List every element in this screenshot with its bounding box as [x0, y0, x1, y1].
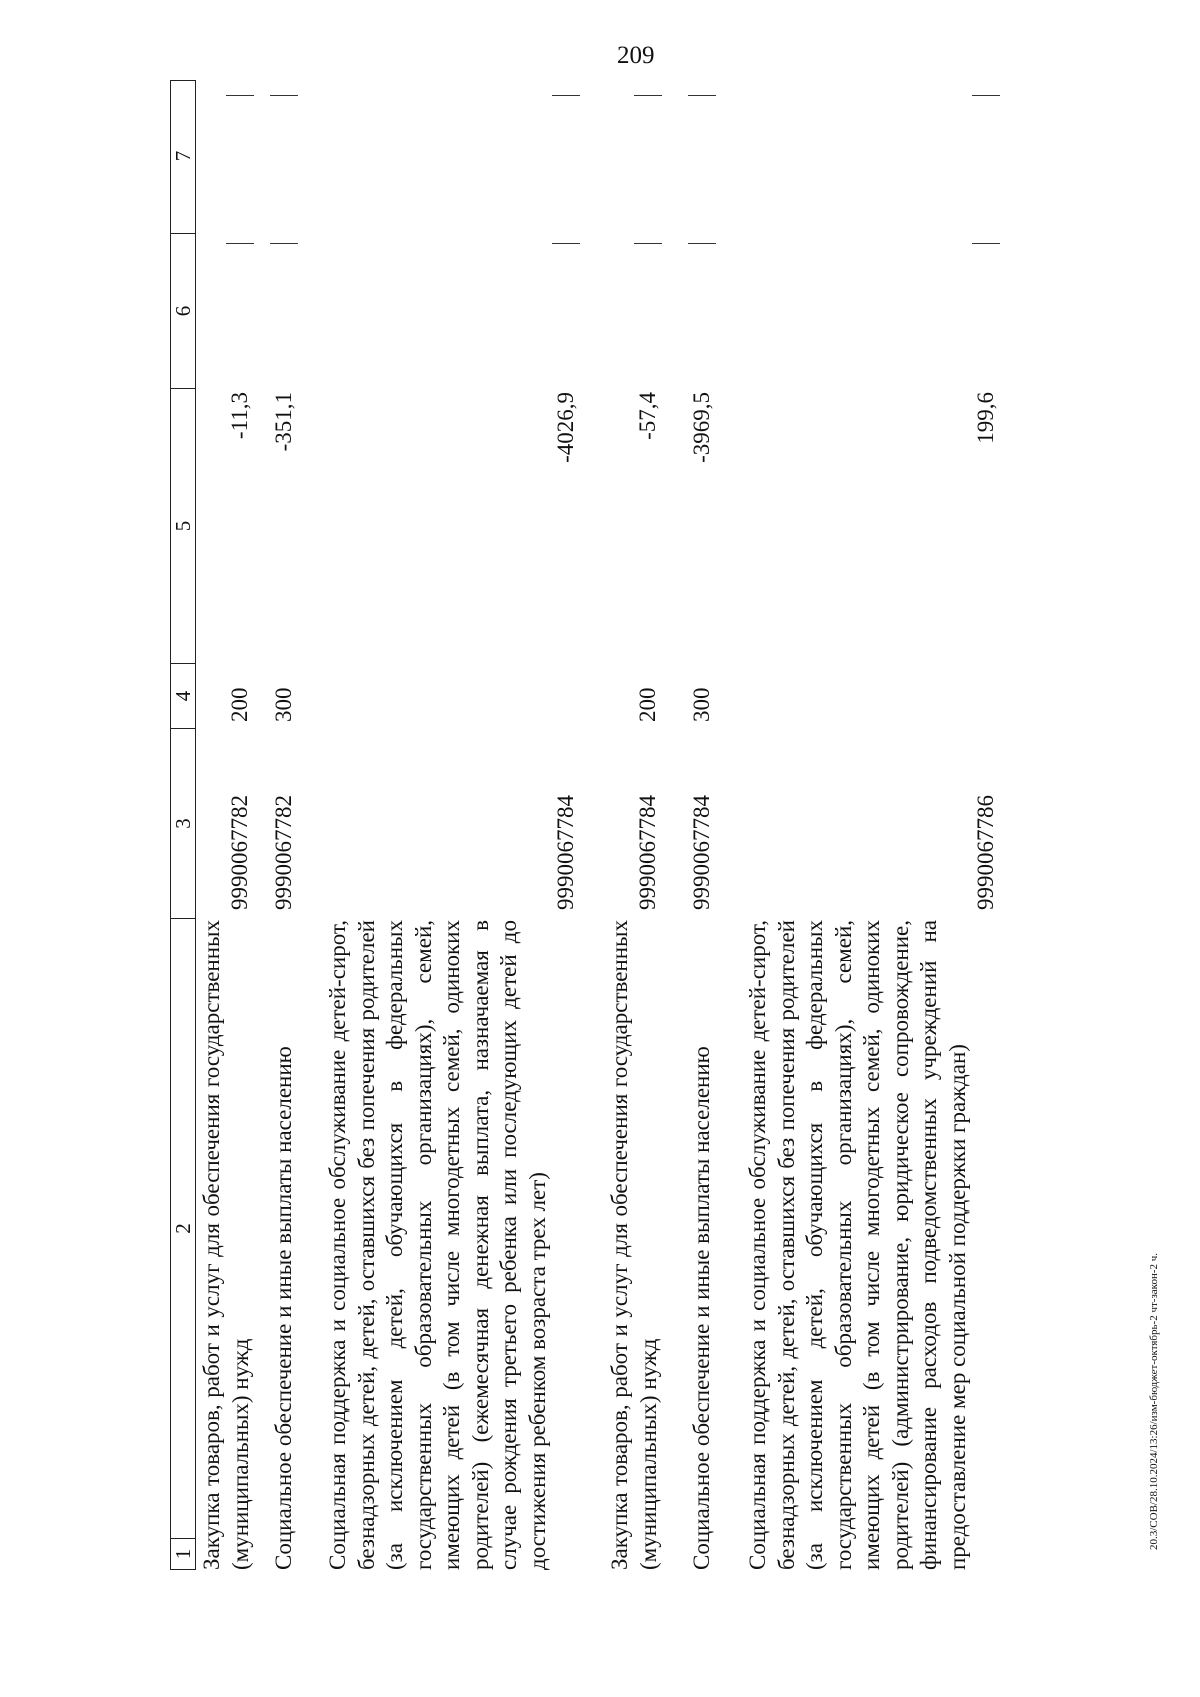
table-row [270, 80, 300, 1570]
row-amount: -351,1 [271, 392, 296, 452]
row-amount: -11,3 [227, 392, 252, 440]
column-header-3: 3 [171, 729, 195, 919]
footer-code: 20.3/СОВ/28.10.2024/13:26/изм-бюджет-октябрь-2 чт-закон-2 ч. [1148, 1252, 1160, 1550]
row-description: Социальное обеспечение и иные выплаты населению [689, 1046, 714, 1570]
row-code: 9990067784 [635, 795, 660, 910]
table-row [198, 80, 255, 1570]
table-row [324, 80, 581, 1570]
table-row [744, 80, 1001, 1570]
row-expense-type: 200 [227, 687, 252, 722]
table-row [688, 80, 718, 1570]
row-code: 9990067784 [553, 795, 578, 910]
row-col6-dash [972, 243, 1000, 244]
column-header-4: 4 [171, 664, 195, 729]
row-description: Закупка товаров, работ и услуг для обеспечения государственных (муниципальных) нужд [607, 920, 661, 1570]
row-col6-dash [226, 243, 254, 244]
row-description: Социальная поддержка и социальное обслуживание детей-сирот, безнадзорных детей, детей, оставшихся без попечения родителей (за исключением детей, обучающихся в федеральных государственных образовательных организациях), семей, имеющих детей (в том числе многодетных семей, одиноких родителей) (ежемесячная денежная выплата, назначаемая в случае рождения третьего ребенка или последующих детей до достижения ребенком возраста трех лет) [325, 920, 550, 1570]
row-col7-dash [688, 95, 716, 96]
column-header-2: 2 [171, 919, 195, 1539]
row-expense-type: 300 [689, 687, 714, 722]
row-col6-dash [552, 243, 580, 244]
budget-table [170, 80, 1040, 1570]
row-col6-dash [270, 243, 298, 244]
row-description: Социальное обеспечение и иные выплаты населению [271, 1046, 296, 1570]
row-description: Закупка товаров, работ и услуг для обеспечения государственных (муниципальных) нужд [199, 920, 253, 1570]
row-amount: 199,6 [973, 392, 998, 444]
row-code: 9990067786 [973, 795, 998, 910]
row-code: 9990067784 [689, 795, 714, 910]
column-header-7: 7 [171, 79, 195, 234]
column-header-6: 6 [171, 234, 195, 389]
row-col7-dash [972, 95, 1000, 96]
page-number: 209 [617, 42, 655, 69]
row-amount: -57,4 [635, 392, 660, 440]
row-code: 9990067782 [271, 795, 296, 910]
row-description: Социальная поддержка и социальное обслуживание детей-сирот, безнадзорных детей, детей, оставшихся без попечения родителей (за исключением детей, обучающихся в федеральных государственных образовательных организациях), семей, имеющих детей (в том числе многодетных семей, одиноких родителей) (администрирование, юридическое сопровождение, финансирование расходов подведомственных учреждений на предоставление мер социальной поддержки граждан) [745, 920, 970, 1570]
row-col7-dash [552, 95, 580, 96]
column-header-5: 5 [171, 389, 195, 664]
table-row [606, 80, 663, 1570]
row-col7-dash [634, 95, 662, 96]
row-expense-type: 200 [635, 687, 660, 722]
column-header-1: 1 [171, 1548, 195, 1560]
column-header-row [170, 80, 196, 1570]
row-col6-dash [634, 243, 662, 244]
row-expense-type: 300 [271, 687, 296, 722]
row-col7-dash [270, 95, 298, 96]
row-amount: -4026,9 [553, 392, 578, 463]
row-col7-dash [226, 95, 254, 96]
row-code: 9990067782 [227, 795, 252, 910]
row-amount: -3969,5 [689, 392, 714, 463]
row-col6-dash [688, 243, 716, 244]
